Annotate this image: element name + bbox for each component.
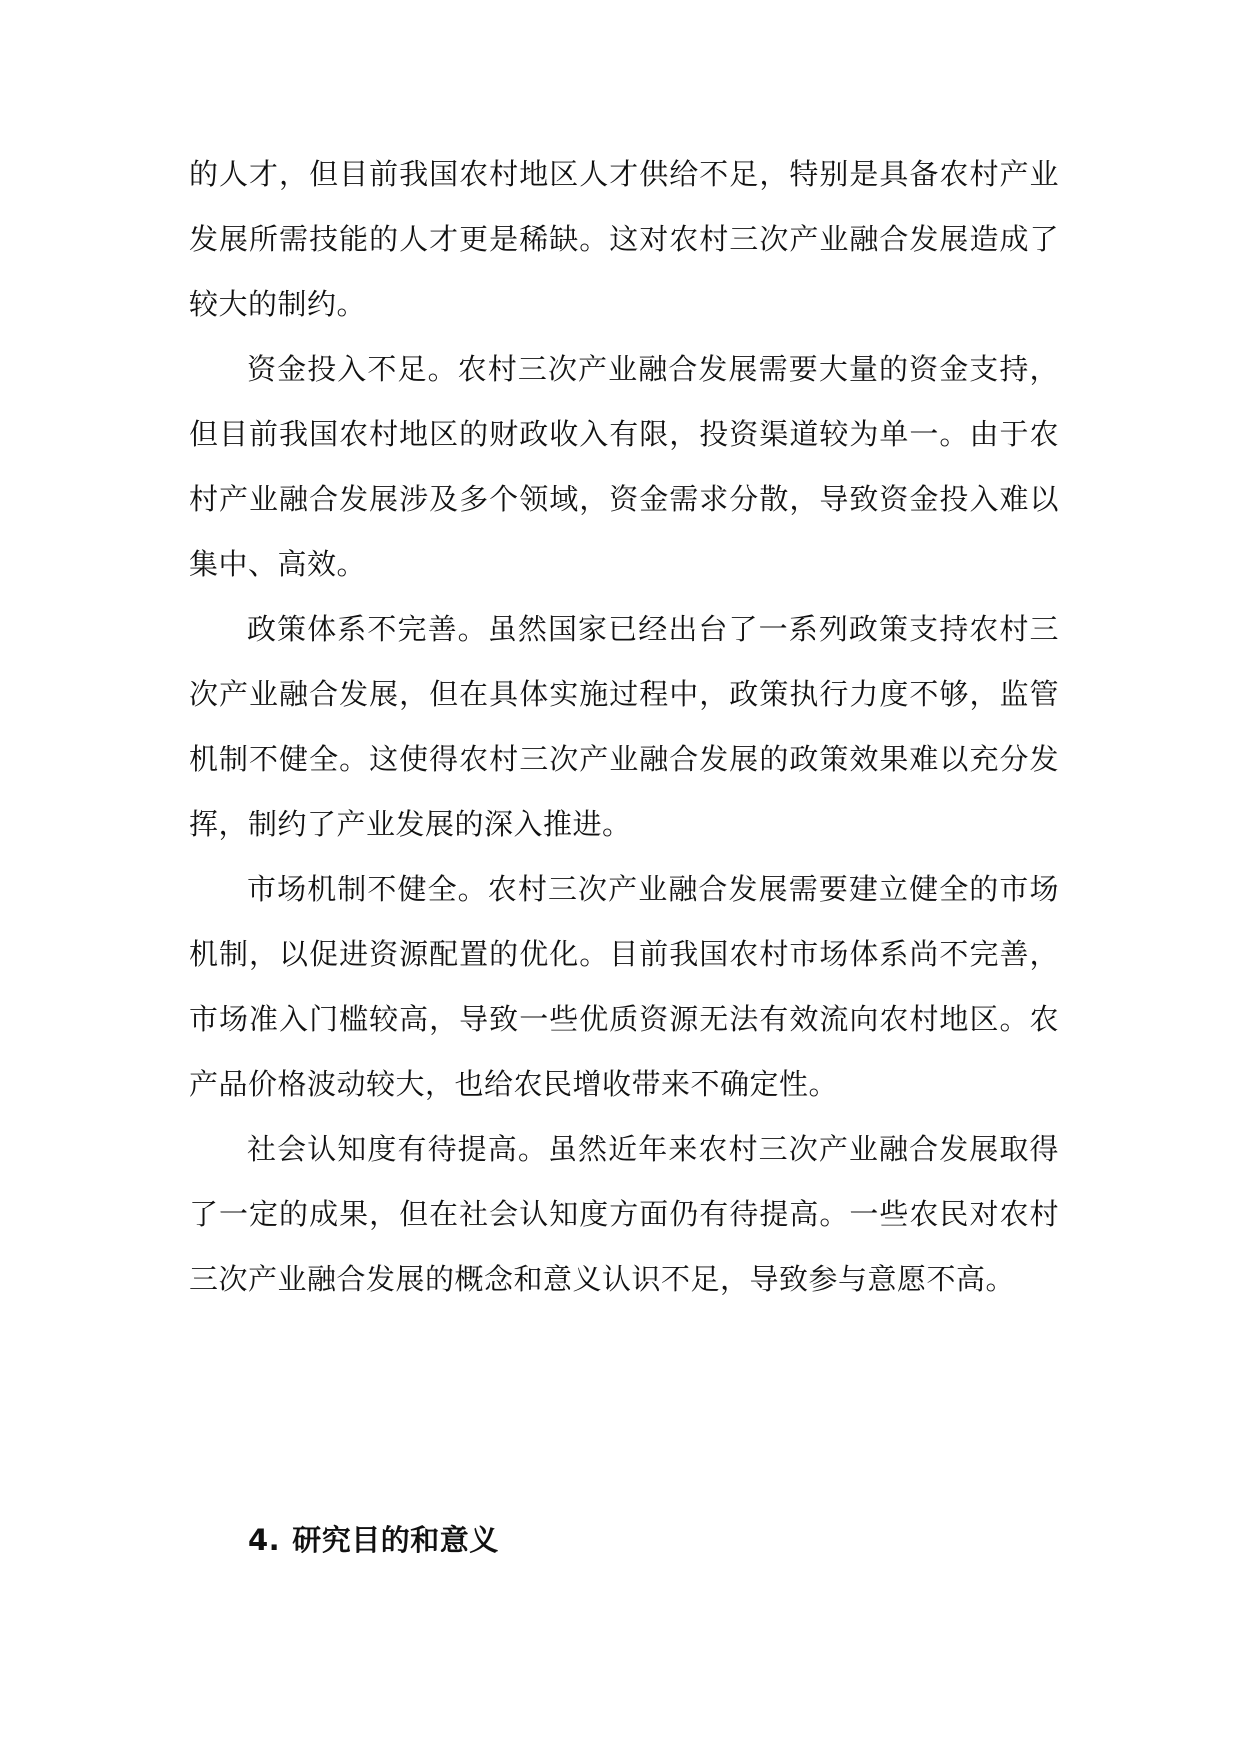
section-heading: [248, 1520, 499, 1560]
section-title: 研究目的和意义: [292, 1523, 499, 1557]
paragraph-policy: 政策体系不完善。虽然国家已经出台了一系列政策支持农村三次产业融合发展，但在具体实施过程中，政策执行力度不够，监管机制不健全。这使得农村三次产业融合发展的政策效果难以充分发挥，制约了产业发展的深入推进。: [189, 612, 1059, 841]
paragraph-market: 市场机制不健全。农村三次产业融合发展需要建立健全的市场机制，以促进资源配置的优化。目前我国农村市场体系尚不完善，市场准入门槛较高，导致一些优质资源无法有效流向农村地区。农产品价格波动较大，也给农民增收带来不确定性。: [189, 872, 1059, 1101]
section-number: 4.: [248, 1523, 281, 1557]
paragraph-talent-shortage: 的人才，但目前我国农村地区人才供给不足，特别是具备农村产业发展所需技能的人才更是稀缺。这对农村三次产业融合发展造成了较大的制约。: [189, 157, 1059, 321]
body-text: [189, 142, 1059, 1312]
paragraph-funding: 资金投入不足。农村三次产业融合发展需要大量的资金支持，但目前我国农村地区的财政收入有限，投资渠道较为单一。由于农村产业融合发展涉及多个领域，资金需求分散，导致资金投入难以集中、高效。: [189, 352, 1059, 581]
paragraph-social-awareness: 社会认知度有待提高。虽然近年来农村三次产业融合发展取得了一定的成果，但在社会认知度方面仍有待提高。一些农民对农村三次产业融合发展的概念和意义认识不足，导致参与意愿不高。: [189, 1132, 1059, 1296]
